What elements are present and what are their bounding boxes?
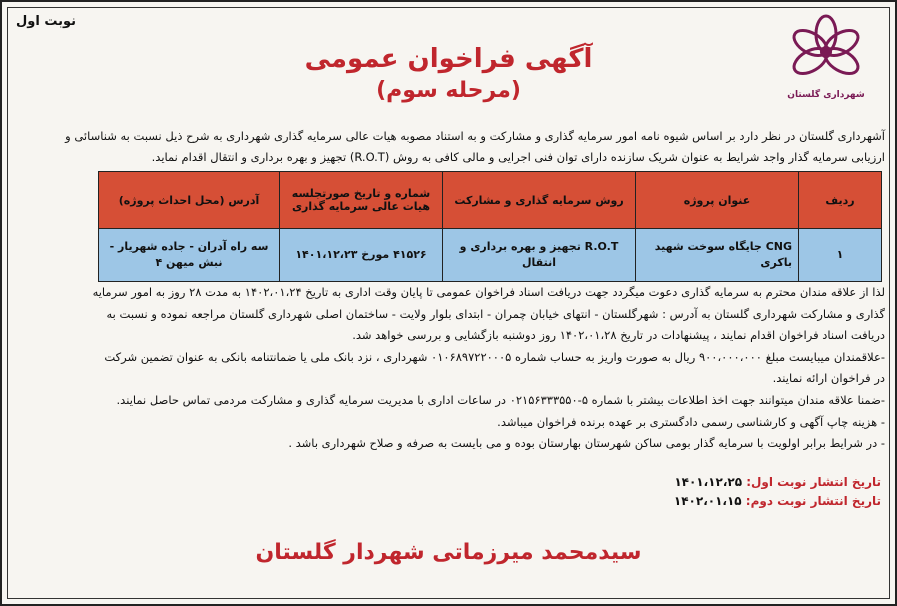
body-line: لذا از علاقه مندان محترم به سرمایه گذاری دعوت میگردد جهت دریافت اسناد فراخوان عمومی تا پایان وقت اداری به تاریخ ۱۴۰۲،۰۱،۲۴ به مدت ۲۸ روز به امور سرمایه xyxy=(92,285,885,299)
intro-line: آشهرداری گلستان در نظر دارد بر اساس شیوه نامه امور سرمایه گذاری و مشارکت و به استناد مصوبه هیات عالی سرمایه گذاری شهرداری به شرح ذیل نسبت به شناسائی و xyxy=(65,129,885,143)
body-line: - هزینه چاپ آگهی و کارشناسی رسمی دادگستری بر عهده برنده فراخوان میباشد. xyxy=(497,414,885,429)
signature: سیدمحمد میرزماتی شهردار گلستان xyxy=(255,540,642,565)
date-second xyxy=(674,492,881,511)
date-second-value: ۱۴۰۲،۰۱،۱۵ xyxy=(673,494,742,508)
table-row xyxy=(99,229,882,282)
cell-investment-method: R.O.T تجهیز و بهره برداری و انتقال xyxy=(443,229,636,282)
header-address: آدرس (محل احداث پروژه) xyxy=(99,172,280,229)
body-line: گذاری و مشارکت شهرداری گلستان به آدرس : شهرگلستان - انتهای خیابان چمران - ابتدای بلوار ولایت - ساختمان اصلی شهرداری گلستان مراجعه نموده و نسبت به xyxy=(106,306,885,321)
page-title: آگهی فراخوان عمومی xyxy=(304,44,593,74)
date-first-value: ۱۴۰۱،۱۲،۲۵ xyxy=(674,475,743,489)
body-line: -ضمنا علاقه مندان میتوانند جهت اخذ اطلاعات بیشتر با شماره ۵-۰۲۱۵۶۳۳۳۵۵۰ در ساعات اداری با مدیریت سرمایه گذاری و مشارکت مردمی تماس حاصل نمایند. xyxy=(116,392,885,407)
body-line: -علاقمندان میبایست مبلغ ۹۰۰،۰۰۰،۰۰۰ ریال به صورت واریز به حساب شماره ۰۱۰۶۸۹۷۲۲۰۰۰۵ شهرداری ، نزد بانک ملی یا ضمانتنامه بانکی به عنوان تضمین شرکت xyxy=(104,349,885,364)
cell-row-number: ۱ xyxy=(799,229,882,282)
header-project-title: عنوان پروژه xyxy=(636,172,799,229)
body-line: دریافت اسناد فراخوان اقدام نمایند ، پیشنهادات در تاریخ ۱۴۰۲،۰۱،۲۸ روز دوشنبه بازگشایی و بررسی خواهد شد. xyxy=(352,328,885,343)
header-resolution-number: شماره و تاریخ صورتجلسه هیات عالی سرمایه گذاری xyxy=(280,172,443,229)
round-label: نوبت اول xyxy=(16,14,77,29)
announcement-body xyxy=(14,282,885,455)
cell-resolution-number: ۴۱۵۲۶ مورخ ۱۴۰۱،۱۲،۲۳ xyxy=(280,229,443,282)
date-first-label: تاریخ انتشار نوبت اول: xyxy=(746,475,881,489)
intro-paragraph xyxy=(26,126,885,168)
body-line: در فراخوان ارائه نمایند. xyxy=(772,371,885,386)
intro-line: ارزیابی سرمایه گذار واجد شرایط به عنوان شریک سازنده دارای توان فنی اجرایی و مالی کافی به روش (R.O.T) تجهیز و بهره برداری و انتقال اقدام نماید. xyxy=(151,150,885,164)
logo-text: شهرداری گلستان xyxy=(787,90,865,100)
date-second-label: تاریخ انتشار نوبت دوم: xyxy=(745,494,881,508)
table-header-row xyxy=(99,172,882,229)
header-row-number: ردیف xyxy=(799,172,882,229)
project-table xyxy=(98,171,882,282)
date-first xyxy=(674,473,881,492)
page-subtitle: (مرحله سوم) xyxy=(376,78,521,103)
body-line: - در شرایط برابر اولویت با سرمایه گذار بومی ساکن شهرستان بهارستان بوده و می بایست به صرفه و صلاح شهرداری باشد . xyxy=(288,436,885,451)
publication-dates xyxy=(674,473,881,511)
cell-address: سه راه آدران - جاده شهریار - نبش میهن ۴ xyxy=(99,229,280,282)
header-investment-method: روش سرمایه گذاری و مشارکت xyxy=(443,172,636,229)
cell-project-title: CNG جایگاه سوخت شهید باکری xyxy=(636,229,799,282)
